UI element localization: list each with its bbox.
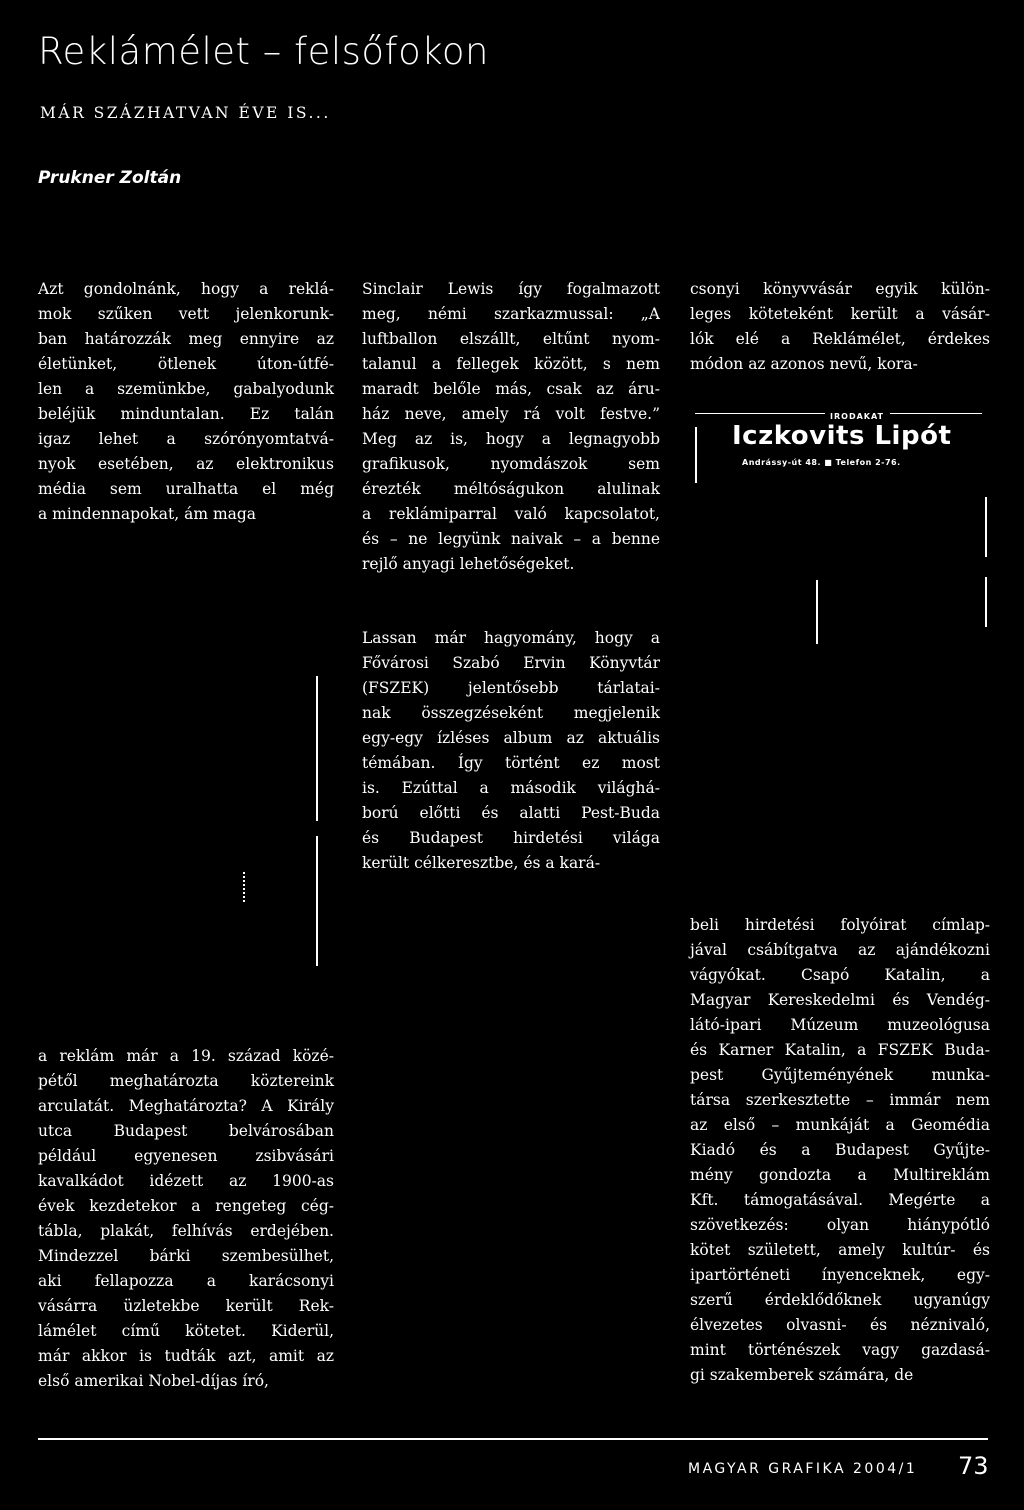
text-line: len a szemünkbe, gabalyodunk (38, 380, 334, 398)
decorative-dots (243, 872, 247, 902)
text-line: már akkor is tudták azt, amit az (38, 1347, 334, 1365)
text-line: és Karner Katalin, a FSZEK Buda- (690, 1041, 990, 1059)
text-line: élvezetes olvasni- és néznivaló, (690, 1316, 990, 1334)
text-line: és – ne legyünk naivak – a benne (362, 530, 660, 548)
decorative-rule (316, 676, 318, 821)
text-line: mint történészek vagy gazdasá- (690, 1341, 990, 1359)
text-line: pest Gyűjteményének munka- (690, 1066, 990, 1084)
text-line: témában. Így történt ez most (362, 754, 660, 772)
text-line: luftballon elszállt, eltűnt nyom- (362, 330, 660, 348)
text-line: vágyókat. Csapó Katalin, a (690, 966, 990, 984)
text-line: társa szerkesztette – immár nem (690, 1091, 990, 1109)
text-line: Magyar Kereskedelmi és Vendég- (690, 991, 990, 1009)
text-line: került célkeresztbe, és a kará- (362, 854, 601, 872)
text-line: grafikusok, nyomdászok sem (362, 455, 660, 473)
decorative-rule (985, 497, 987, 557)
text-line: talanul a fellegek között, s nem (362, 355, 660, 373)
text-line: vásárra üzletekbe került Rek- (38, 1297, 334, 1315)
text-line: Meg az is, hogy a legnagyobb (362, 430, 660, 448)
article-author: Prukner Zoltán (38, 168, 182, 188)
text-line: meg, némi szarkazmussal: „A (362, 305, 660, 323)
text-line: mény gondozta a Multireklám (690, 1166, 990, 1184)
text-line: pétől meghatározta köztereink (38, 1072, 334, 1090)
column-1-bottom (38, 1044, 334, 1394)
ad-name: Iczkovits Lipót (732, 421, 952, 451)
text-line: például egyenesen zsibvásári (38, 1147, 334, 1165)
text-line: aki fellapozza a karácsonyi (38, 1272, 334, 1290)
text-line: Fővárosi Szabó Ervin Könyvtár (362, 654, 660, 672)
article-title: Reklámélet – felsőfokon (38, 30, 489, 73)
text-line: a mindennapokat, ám maga (38, 505, 257, 523)
footer-magazine: MAGYAR GRAFIKA 2004/1 (688, 1461, 918, 1477)
decorative-rule (316, 836, 318, 966)
text-line: igaz lehet a szórónyomtatvá- (38, 430, 334, 448)
text-line: érezték méltóságukon alulinak (362, 480, 660, 498)
text-line: Kft. támogatásával. Megérte a (690, 1191, 990, 1209)
article-subtitle: MÁR SZÁZHATVAN ÉVE IS... (40, 104, 331, 122)
text-line: kavalkádot idézett az 1900-as (38, 1172, 334, 1190)
text-line: az első – munkáját a Geomédia (690, 1116, 990, 1134)
text-line: is. Ezúttal a második világhá- (362, 779, 660, 797)
ad-kicker: IRODAKAT (830, 412, 884, 421)
ad-top-rule-right (890, 413, 982, 414)
text-line: ipartörténeti ínyenceknek, egy- (690, 1266, 990, 1284)
ad-top-rule-left (695, 413, 825, 414)
text-line: beléjük minduntalan. Ez talán (38, 405, 334, 423)
column-3-bottom (690, 913, 990, 1388)
text-line: (FSZEK) jelentősebb tárlatai- (362, 679, 660, 697)
text-line: évek kezdetekor a rengeteg cég- (38, 1197, 334, 1215)
text-line: szövetkezés: olyan hiánypótló (690, 1216, 990, 1234)
text-line: kötet született, amely kultúr- és (690, 1241, 990, 1259)
column-2-top (362, 277, 660, 577)
text-line: gi szakemberek számára, de (690, 1366, 914, 1384)
text-line: Lassan már hagyomány, hogy a (362, 629, 660, 647)
text-line: média sem uralhatta el még (38, 480, 334, 498)
text-line: arculatát. Meghatározta? A Király (38, 1097, 334, 1115)
text-line: leges köteteként került a vásár- (690, 305, 990, 323)
text-line: a reklám már a 19. század közé- (38, 1047, 334, 1065)
decorative-rule (985, 577, 987, 627)
text-line: és Budapest hirdetési világa (362, 829, 660, 847)
text-line: ház neve, amely rá volt festve.” (362, 405, 660, 423)
text-line: Sinclair Lewis így fogalmazott (362, 280, 660, 298)
vintage-ad-iczkovits (690, 405, 990, 495)
text-line: szerű érdeklődőknek ugyanúgy (690, 1291, 990, 1309)
ad-left-rule (695, 427, 697, 483)
text-line: első amerikai Nobel-díjas író, (38, 1372, 269, 1390)
text-line: mok szűken vett jelenkorunk- (38, 305, 334, 323)
text-line: utca Budapest belvárosában (38, 1122, 334, 1140)
text-line: nyok esetében, az elektronikus (38, 455, 334, 473)
text-line: a reklámiparral való kapcsolatot, (362, 505, 660, 523)
text-line: egy-egy ízléses album az aktuális (362, 729, 660, 747)
text-line: Azt gondolnánk, hogy a reklá- (38, 280, 334, 298)
text-line: lámélet című kötetet. Kiderül, (38, 1322, 334, 1340)
column-2-bottom (362, 626, 660, 876)
column-3-top (690, 277, 990, 377)
decorative-rule (816, 580, 818, 644)
text-line: látó-ipari Múzeum muzeológusa (690, 1016, 990, 1034)
text-line: nak összegzéseként megjelenik (362, 704, 660, 722)
text-line: Mindezzel bárki szembesülhet, (38, 1247, 334, 1265)
text-line: csonyi könyvvásár egyik külön- (690, 280, 990, 298)
text-line: ban határozzák meg ennyire az (38, 330, 334, 348)
text-line: beli hirdetési folyóirat címlap- (690, 916, 990, 934)
text-line: tábla, plakát, felhívás erdejében. (38, 1222, 334, 1240)
text-line: maradt belőle más, csak az áru- (362, 380, 660, 398)
text-line: ború előtti és alatti Pest-Buda (362, 804, 660, 822)
text-line: módon az azonos nevű, kora- (690, 355, 918, 373)
text-line: Kiadó és a Budapest Gyűjte- (690, 1141, 990, 1159)
page-number: 73 (958, 1452, 989, 1480)
text-line: életünket, ötlenek úton-útfé- (38, 355, 334, 373)
ad-address: Andrássy-út 48. ■ Telefon 2-76. (742, 458, 901, 467)
text-line: jával csábítgatva az ajándékozni (690, 941, 990, 959)
footer-rule (38, 1438, 988, 1440)
column-1-top (38, 277, 334, 527)
text-line: rejlő anyagi lehetőségeket. (362, 555, 575, 573)
text-line: lók elé a Reklámélet, érdekes (690, 330, 990, 348)
